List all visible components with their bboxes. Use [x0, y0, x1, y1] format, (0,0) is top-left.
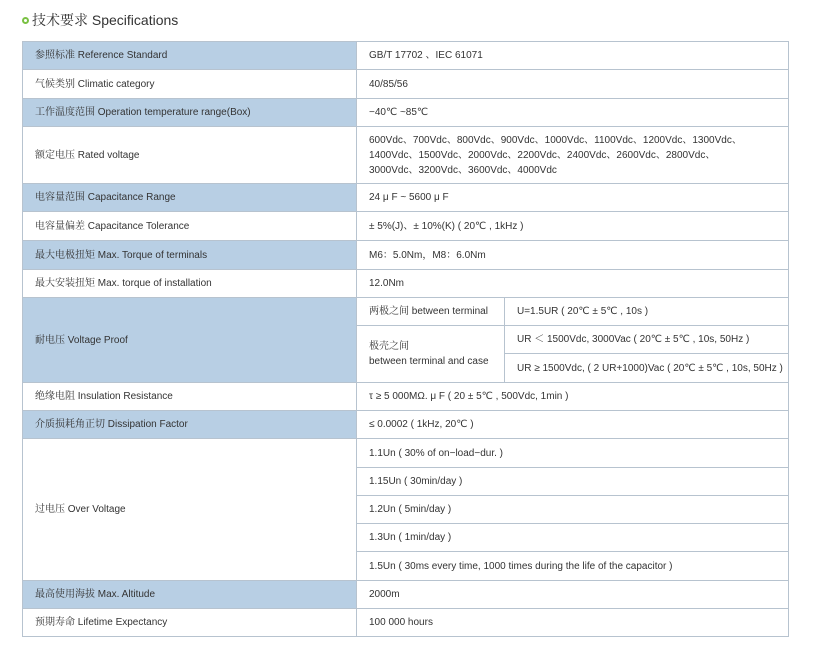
row-label: 工作温度范围 Operation temperature range(Box) — [23, 99, 357, 127]
row-label: 最大电极扭矩 Max. Torque of terminals — [23, 241, 357, 270]
row-value: 2000m — [357, 581, 789, 609]
row-value: 40/85/56 — [357, 70, 789, 99]
row-value — [357, 127, 789, 184]
table-row — [23, 241, 789, 270]
sub-label-en: between terminal and case — [369, 356, 489, 367]
table-row — [23, 411, 789, 439]
sub-label-cn: 极壳之间 — [369, 341, 409, 352]
over-voltage-value: 1.2Un ( 5min/day ) — [357, 496, 789, 524]
row-value: τ ≥ 5 000MΩ. μ F ( 20 ± 5℃ , 500Vdc, 1min ) — [357, 383, 789, 411]
specifications-table — [22, 41, 789, 637]
table-row — [23, 609, 789, 637]
table-row — [23, 439, 789, 468]
row-label: 气候类别 Climatic category — [23, 70, 357, 99]
voltage-proof-sub-value: UR ≥ 1500Vdc, ( 2 UR+1000)Vac ( 20℃ ± 5℃ , 10s, 50Hz ) — [505, 354, 789, 383]
table-row — [23, 383, 789, 411]
row-value: GB/T 17702 、IEC 61071 — [357, 42, 789, 70]
table-row — [23, 127, 789, 184]
row-label: 参照标准 Reference Standard — [23, 42, 357, 70]
voltage-proof-sub-value: UR ＜ 1500Vdc, 3000Vac ( 20℃ ± 5℃ , 10s, 50Hz ) — [505, 326, 789, 354]
over-voltage-value: 1.3Un ( 1min/day ) — [357, 524, 789, 552]
table-row — [23, 99, 789, 127]
row-label: 过电压 Over Voltage — [23, 439, 357, 581]
voltage-proof-sub-label — [357, 326, 505, 383]
row-value: 24 μ F ~ 5600 μ F — [357, 184, 789, 212]
row-label: 电容量范围 Capacitance Range — [23, 184, 357, 212]
table-row — [23, 70, 789, 99]
row-label: 介质损耗角正切 Dissipation Factor — [23, 411, 357, 439]
row-label: 额定电压 Rated voltage — [23, 127, 357, 184]
row-value: 12.0Nm — [357, 270, 789, 298]
table-row — [23, 581, 789, 609]
row-value: ≤ 0.0002 ( 1kHz, 20℃ ) — [357, 411, 789, 439]
row-label: 预期寿命 Lifetime Expectancy — [23, 609, 357, 637]
rated-voltage-line: 1400Vdc、1500Vdc、2000Vdc、2200Vdc、2400Vdc、2600Vdc、2800Vdc、 — [369, 149, 716, 161]
page-title-text: 技术要求 Specifications — [32, 12, 179, 28]
circle-bullet-icon — [22, 17, 29, 24]
row-label: 电容量偏差 Capacitance Tolerance — [23, 212, 357, 241]
voltage-proof-sub-label: 两极之间 between terminal — [357, 298, 505, 326]
row-label: 最大安装扭矩 Max. torque of installation — [23, 270, 357, 298]
table-row — [23, 298, 789, 326]
rated-voltage-line: 600Vdc、700Vdc、800Vdc、900Vdc、1000Vdc、1100Vdc、1200Vdc、1300Vdc、 — [369, 134, 742, 146]
page-title — [22, 10, 178, 30]
rated-voltage-line: 3000Vdc、3200Vdc、3600Vdc、4000Vdc — [369, 164, 557, 176]
table-row — [23, 270, 789, 298]
row-value: −40℃ ~85℃ — [357, 99, 789, 127]
table-row — [23, 42, 789, 70]
over-voltage-value: 1.5Un ( 30ms every time, 1000 times during the life of the capacitor ) — [357, 552, 789, 581]
row-label: 绝缘电阻 Insulation Resistance — [23, 383, 357, 411]
row-label: 最高使用海拔 Max. Altitude — [23, 581, 357, 609]
over-voltage-value: 1.1Un ( 30% of on−load−dur. ) — [357, 439, 789, 468]
row-value: 100 000 hours — [357, 609, 789, 637]
row-label: 耐电压 Voltage Proof — [23, 298, 357, 383]
over-voltage-value: 1.15Un ( 30min/day ) — [357, 468, 789, 496]
table-row — [23, 212, 789, 241]
row-value: M6：5.0Nm，M8：6.0Nm — [357, 241, 789, 270]
table-row — [23, 184, 789, 212]
voltage-proof-sub-value: U=1.5UR ( 20℃ ± 5℃ , 10s ) — [505, 298, 789, 326]
row-value: ± 5%(J)、± 10%(K) ( 20℃ , 1kHz ) — [357, 212, 789, 241]
